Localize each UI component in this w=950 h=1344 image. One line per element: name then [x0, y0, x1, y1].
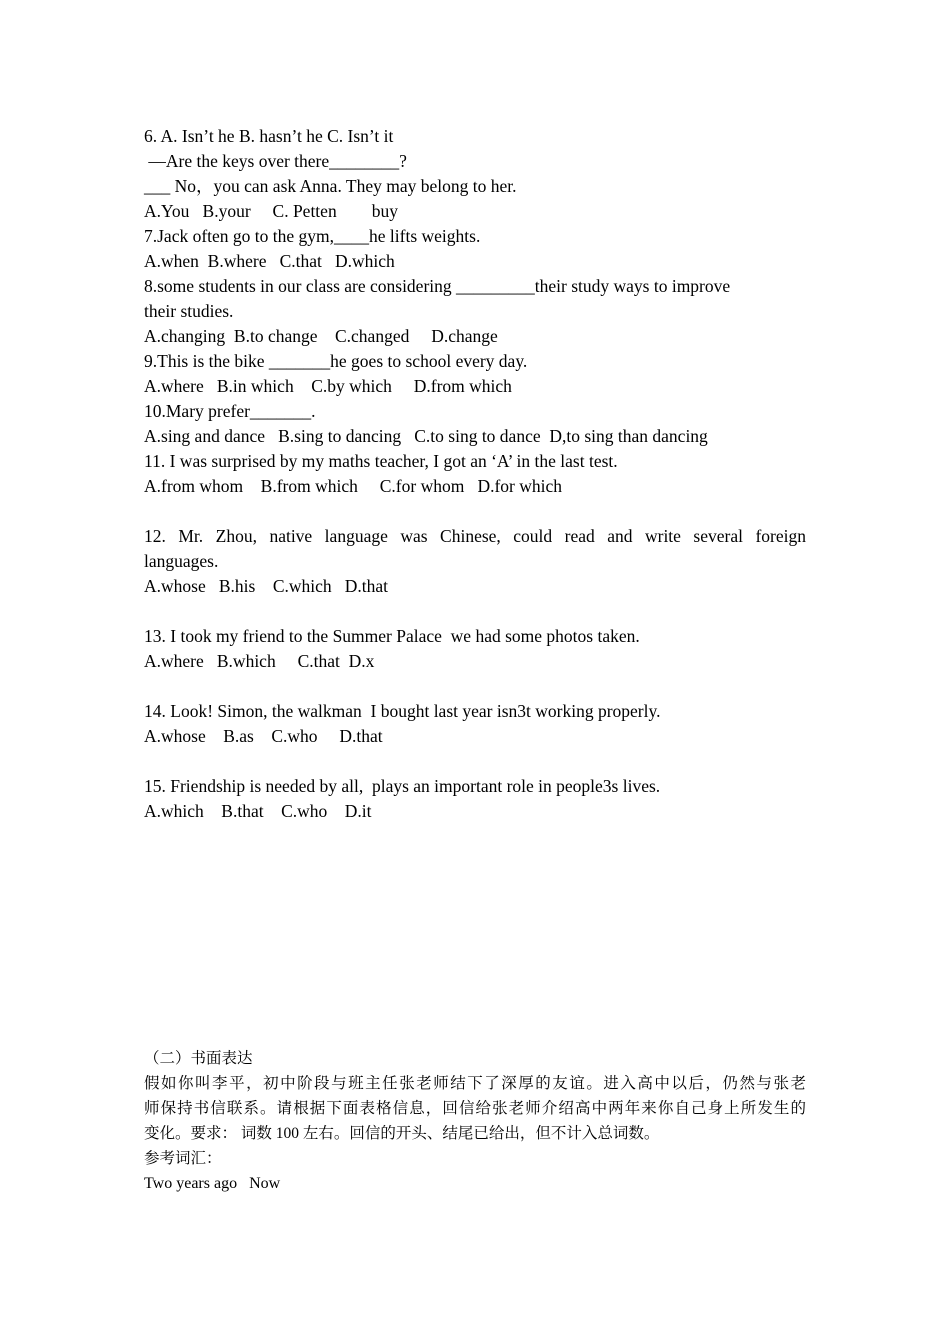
- q6-options: 6. A. Isn’t he B. hasn’t he C. Isn’t it: [144, 126, 394, 146]
- q14-options: A.whose B.as C.who D.that: [144, 726, 383, 746]
- q8-stem-line2: their studies.: [144, 301, 234, 321]
- q11-stem: 11. I was surprised by my maths teacher, I got an ‘A’ in the last test.: [144, 451, 618, 471]
- q13-options: A.where B.which C.that D.x: [144, 651, 375, 671]
- q15-stem: 15. Friendship is needed by all, plays an important role in people3s lives.: [144, 776, 661, 796]
- dialog-question: —Are the keys over there________?: [144, 151, 407, 171]
- q12-options: A.whose B.his C.which D.that: [144, 576, 389, 596]
- writing-section-heading: （二）书面表达: [144, 1050, 253, 1067]
- q14-stem: 14. Look! Simon, the walkman I bought last year isn3t working properly.: [144, 701, 661, 721]
- q7-options: A.when B.where C.that D.which: [144, 251, 395, 271]
- q9-options: A.where B.in which C.by which D.from which: [144, 376, 512, 396]
- dialog-options: A.You B.your C. Petten buy: [144, 201, 398, 221]
- q12-stem-line1: 12. Mr. Zhou, native language was Chinese, could read and write several foreign: [144, 526, 806, 546]
- q12-stem-line2: languages.: [144, 551, 219, 571]
- q15-options: A.which B.that C.who D.it: [144, 801, 372, 821]
- q10-options: A.sing and dance B.sing to dancing C.to sing to dance D,to sing than dancing: [144, 426, 708, 446]
- q8-stem-line1: 8.some students in our class are considering _________their study ways to improve: [144, 276, 731, 296]
- dialog-answer: ___ No，you can ask Anna. They may belong to her.: [144, 176, 517, 196]
- writing-prompt-line3: 变化。要求： 词数 100 左右。回信的开头、结尾已给出，但不计入总词数。: [144, 1125, 660, 1142]
- q9-stem: 9.This is the bike _______he goes to school every day.: [144, 351, 528, 371]
- comparison-table-header: Two years ago Now: [144, 1175, 281, 1192]
- q13-stem: 13. I took my friend to the Summer Palace we had some photos taken.: [144, 626, 640, 646]
- q8-options: A.changing B.to change C.changed D.change: [144, 326, 498, 346]
- q10-stem: 10.Mary prefer_______.: [144, 401, 316, 421]
- writing-prompt-line1: 假如你叫李平，初中阶段与班主任张老师结下了深厚的友谊。进入高中以后，仍然与张老: [144, 1075, 806, 1092]
- reference-vocab-label: 参考词汇：: [144, 1150, 222, 1167]
- q11-options: A.from whom B.from which C.for whom D.for which: [144, 476, 563, 496]
- writing-prompt-line2: 师保持书信联系。请根据下面表格信息，回信给张老师介绍高中两年来你自己身上所发生的: [144, 1100, 806, 1117]
- q7-stem: 7.Jack often go to the gym,____he lifts weights.: [144, 226, 481, 246]
